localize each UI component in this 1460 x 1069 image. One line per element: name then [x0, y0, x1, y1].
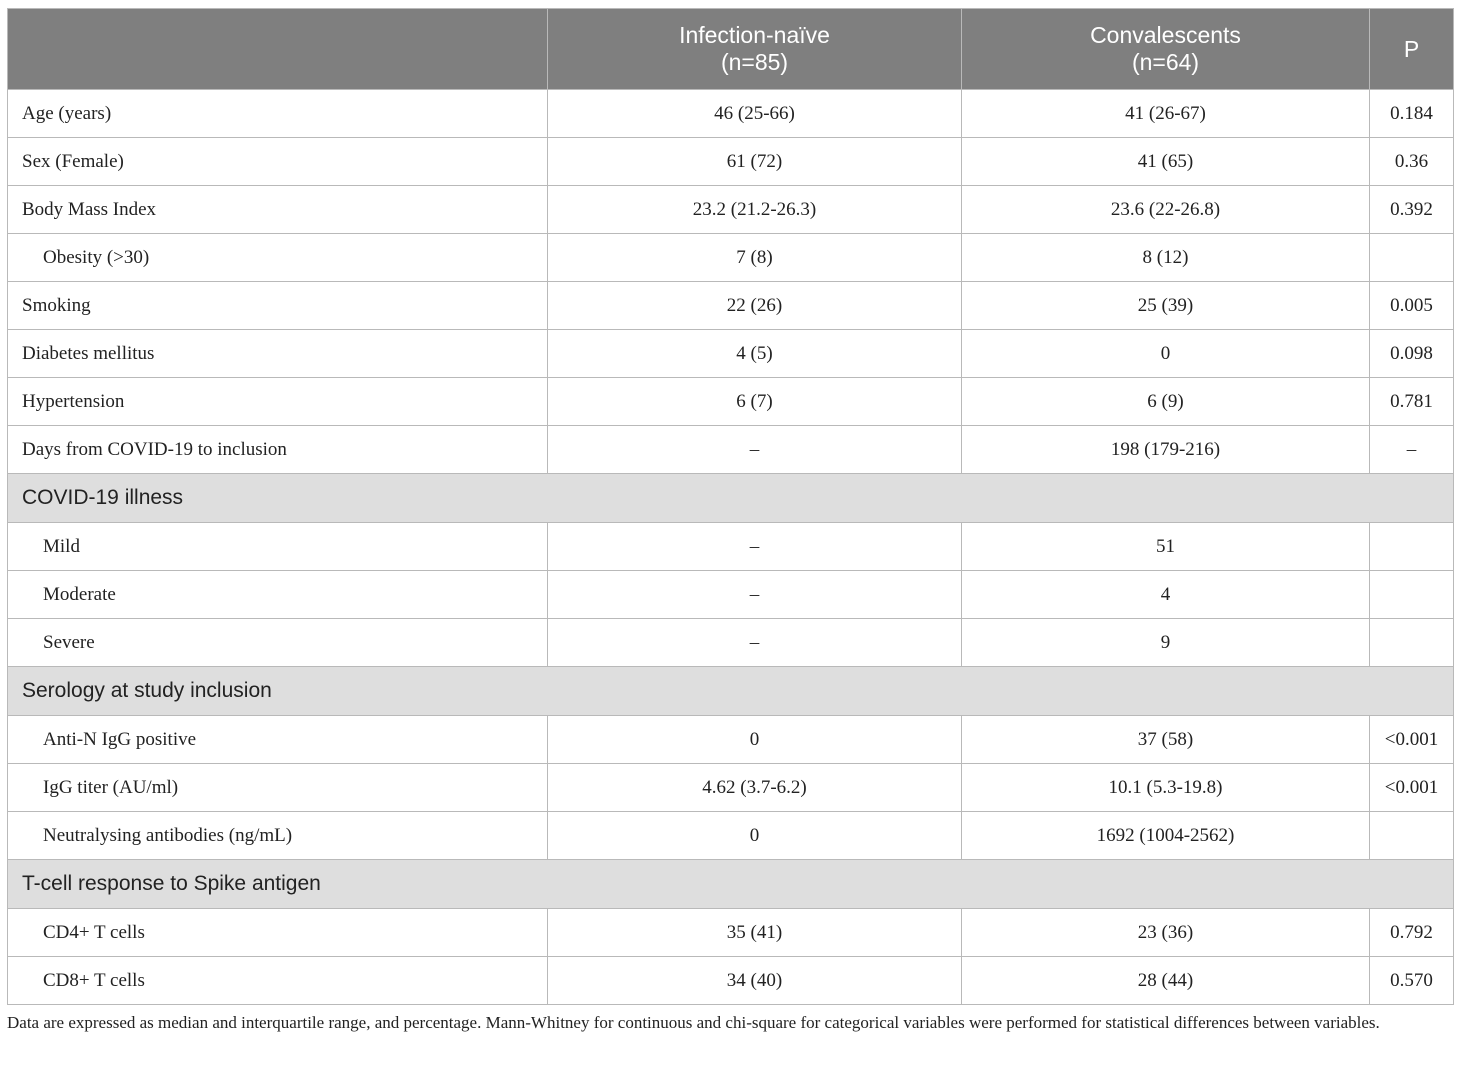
header-row	[8, 9, 1454, 90]
table-row	[8, 957, 1454, 1005]
cell-p-value	[1370, 619, 1454, 667]
row-label: Anti-N IgG positive	[8, 716, 548, 764]
header-convalescents-title: Convalescents	[1090, 22, 1241, 48]
header-p-value: P	[1370, 9, 1454, 90]
cell-convalescents: 10.1 (5.3-19.8)	[962, 764, 1370, 812]
table-row	[8, 282, 1454, 330]
cell-p-value: 0.36	[1370, 138, 1454, 186]
header-convalescents-n: (n=64)	[1131, 49, 1200, 75]
table-row	[8, 764, 1454, 812]
cell-convalescents: 23 (36)	[962, 909, 1370, 957]
cell-infection-naive: –	[548, 426, 962, 474]
table-row	[8, 378, 1454, 426]
cell-p-value: 0.781	[1370, 378, 1454, 426]
cell-p-value	[1370, 812, 1454, 860]
cell-p-value: 0.098	[1370, 330, 1454, 378]
row-label: Smoking	[8, 282, 548, 330]
cell-convalescents: 37 (58)	[962, 716, 1370, 764]
table-row	[8, 90, 1454, 138]
cell-infection-naive: –	[548, 571, 962, 619]
cell-infection-naive: 6 (7)	[548, 378, 962, 426]
row-label: IgG titer (AU/ml)	[8, 764, 548, 812]
cell-convalescents: 41 (65)	[962, 138, 1370, 186]
row-label: Severe	[8, 619, 548, 667]
cell-p-value	[1370, 523, 1454, 571]
cell-convalescents: 9	[962, 619, 1370, 667]
table-row	[8, 186, 1454, 234]
table-row	[8, 716, 1454, 764]
header-convalescents	[962, 9, 1370, 90]
cell-convalescents: 6 (9)	[962, 378, 1370, 426]
cell-p-value: 0.184	[1370, 90, 1454, 138]
cell-p-value: 0.792	[1370, 909, 1454, 957]
table-row	[8, 234, 1454, 282]
row-label: Diabetes mellitus	[8, 330, 548, 378]
cell-convalescents: 28 (44)	[962, 957, 1370, 1005]
cell-convalescents: 51	[962, 523, 1370, 571]
cell-convalescents: 41 (26-67)	[962, 90, 1370, 138]
row-label: Days from COVID-19 to inclusion	[8, 426, 548, 474]
cell-convalescents: 198 (179-216)	[962, 426, 1370, 474]
table-row	[8, 138, 1454, 186]
table-row	[8, 426, 1454, 474]
cell-infection-naive: 23.2 (21.2-26.3)	[548, 186, 962, 234]
table-row	[8, 523, 1454, 571]
cell-convalescents: 8 (12)	[962, 234, 1370, 282]
section-title: COVID-19 illness	[8, 474, 1454, 523]
cell-p-value: –	[1370, 426, 1454, 474]
cell-infection-naive: –	[548, 523, 962, 571]
table-row	[8, 909, 1454, 957]
table-row	[8, 619, 1454, 667]
cell-convalescents: 1692 (1004-2562)	[962, 812, 1370, 860]
section-header-tcell-response	[8, 860, 1454, 909]
header-variable	[8, 9, 548, 90]
cell-infection-naive: –	[548, 619, 962, 667]
section-header-covid-illness	[8, 474, 1454, 523]
cell-p-value: 0.005	[1370, 282, 1454, 330]
cell-convalescents: 25 (39)	[962, 282, 1370, 330]
cell-infection-naive: 7 (8)	[548, 234, 962, 282]
section-title: Serology at study inclusion	[8, 667, 1454, 716]
row-label: Age (years)	[8, 90, 548, 138]
cell-p-value: 0.570	[1370, 957, 1454, 1005]
cell-p-value: <0.001	[1370, 764, 1454, 812]
cell-infection-naive: 46 (25-66)	[548, 90, 962, 138]
table-row	[8, 571, 1454, 619]
cell-infection-naive: 22 (26)	[548, 282, 962, 330]
cell-infection-naive: 0	[548, 812, 962, 860]
cell-infection-naive: 4.62 (3.7-6.2)	[548, 764, 962, 812]
cell-p-value	[1370, 571, 1454, 619]
row-label: Neutralysing antibodies (ng/mL)	[8, 812, 548, 860]
header-infection-naive	[548, 9, 962, 90]
section-title: T-cell response to Spike antigen	[8, 860, 1454, 909]
row-label: Obesity (>30)	[8, 234, 548, 282]
cell-convalescents: 4	[962, 571, 1370, 619]
row-label: CD8+ T cells	[8, 957, 548, 1005]
header-infection-naive-n: (n=85)	[720, 49, 789, 75]
row-label: Mild	[8, 523, 548, 571]
characteristics-table	[7, 8, 1454, 1005]
header-infection-naive-title: Infection-naïve	[679, 22, 830, 48]
cell-p-value	[1370, 234, 1454, 282]
cell-p-value: <0.001	[1370, 716, 1454, 764]
cell-p-value: 0.392	[1370, 186, 1454, 234]
section-header-serology	[8, 667, 1454, 716]
row-label: Body Mass Index	[8, 186, 548, 234]
table-footnote: Data are expressed as median and interquartile range, and percentage. Mann-Whitney for continuous and chi-square for categorical variables were performed for statistical differences between variables.	[7, 1013, 1380, 1032]
table-row	[8, 812, 1454, 860]
cell-infection-naive: 35 (41)	[548, 909, 962, 957]
row-label: Moderate	[8, 571, 548, 619]
cell-convalescents: 23.6 (22-26.8)	[962, 186, 1370, 234]
row-label: CD4+ T cells	[8, 909, 548, 957]
cell-infection-naive: 61 (72)	[548, 138, 962, 186]
cell-convalescents: 0	[962, 330, 1370, 378]
table-row	[8, 330, 1454, 378]
row-label: Hypertension	[8, 378, 548, 426]
cell-infection-naive: 0	[548, 716, 962, 764]
table-container	[7, 8, 1453, 1035]
cell-infection-naive: 4 (5)	[548, 330, 962, 378]
cell-infection-naive: 34 (40)	[548, 957, 962, 1005]
row-label: Sex (Female)	[8, 138, 548, 186]
